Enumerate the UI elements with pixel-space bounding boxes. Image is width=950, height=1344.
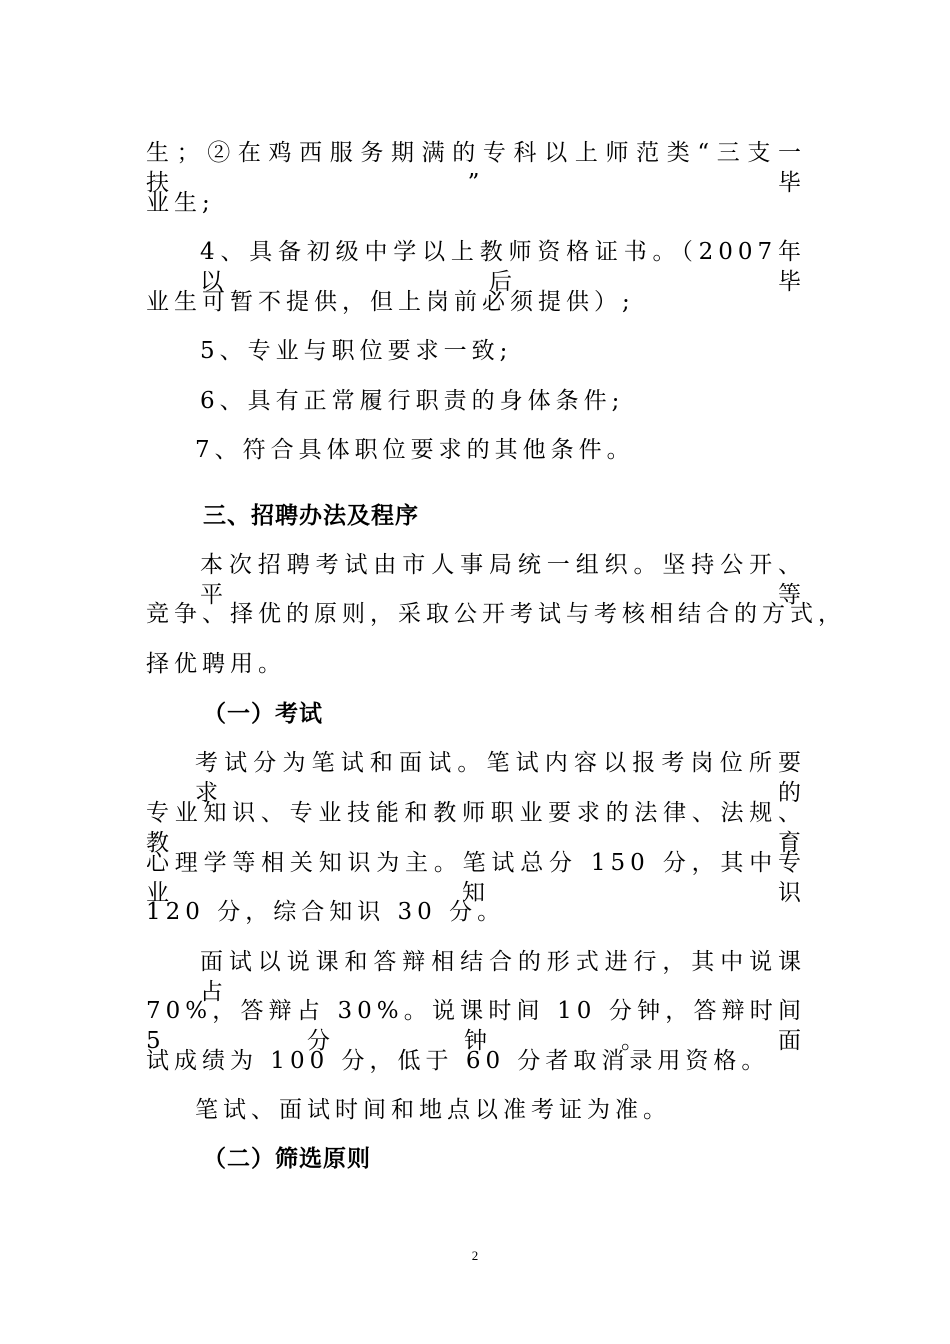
text-line: 考试分为笔试和面试。笔试内容以报考岗位所要求的 (195, 750, 806, 806)
text-line: 面试以说课和答辩相结合的形式进行，其中说课占 (200, 949, 806, 1005)
text-line: 5、专业与职位要求一致; (200, 338, 513, 364)
text-line: 70%，答辩占 30%。说课时间 10 分钟，答辩时间 5 分钟。面 (146, 998, 806, 1054)
text-line: 7、符合具体职位要求的其他条件。 (195, 437, 635, 463)
text-line: 笔试、面试时间和地点以准考证为准。 (195, 1097, 671, 1123)
page-number: 2 (471, 1248, 479, 1263)
text-line: 生；②在鸡西服务期满的专科以上师范类“三支一扶”毕 (146, 140, 806, 196)
text-line: 120 分，综合知识 30 分。 (146, 899, 506, 925)
text-line: 业生可暂不提供，但上岗前必须提供）; (146, 289, 635, 315)
text-line: 专业知识、专业技能和教师职业要求的法律、法规、教育 (146, 800, 806, 856)
text-line: 择优聘用。 (146, 651, 286, 677)
subsection-heading: （一）考试 (203, 701, 323, 727)
text-line: 本次招聘考试由市人事局统一组织。坚持公开、平等 (200, 552, 806, 608)
text-line: 6、具有正常履行职责的身体条件; (200, 388, 625, 414)
text-line: 4、具备初级中学以上教师资格证书。（2007年以后毕 (200, 239, 806, 295)
text-line: 试成绩为 100 分，低于 60 分者取消录用资格。 (146, 1048, 770, 1074)
section-heading: 三、招聘办法及程序 (203, 503, 419, 529)
text-line: 竞争、择优的原则，采取公开考试与考核相结合的方式， (146, 601, 846, 627)
text-line: 业生; (146, 190, 215, 216)
subsection-heading: （二）筛选原则 (203, 1146, 371, 1172)
text-line: 心理学等相关知识为主。笔试总分 150 分，其中专业知识 (146, 850, 806, 906)
